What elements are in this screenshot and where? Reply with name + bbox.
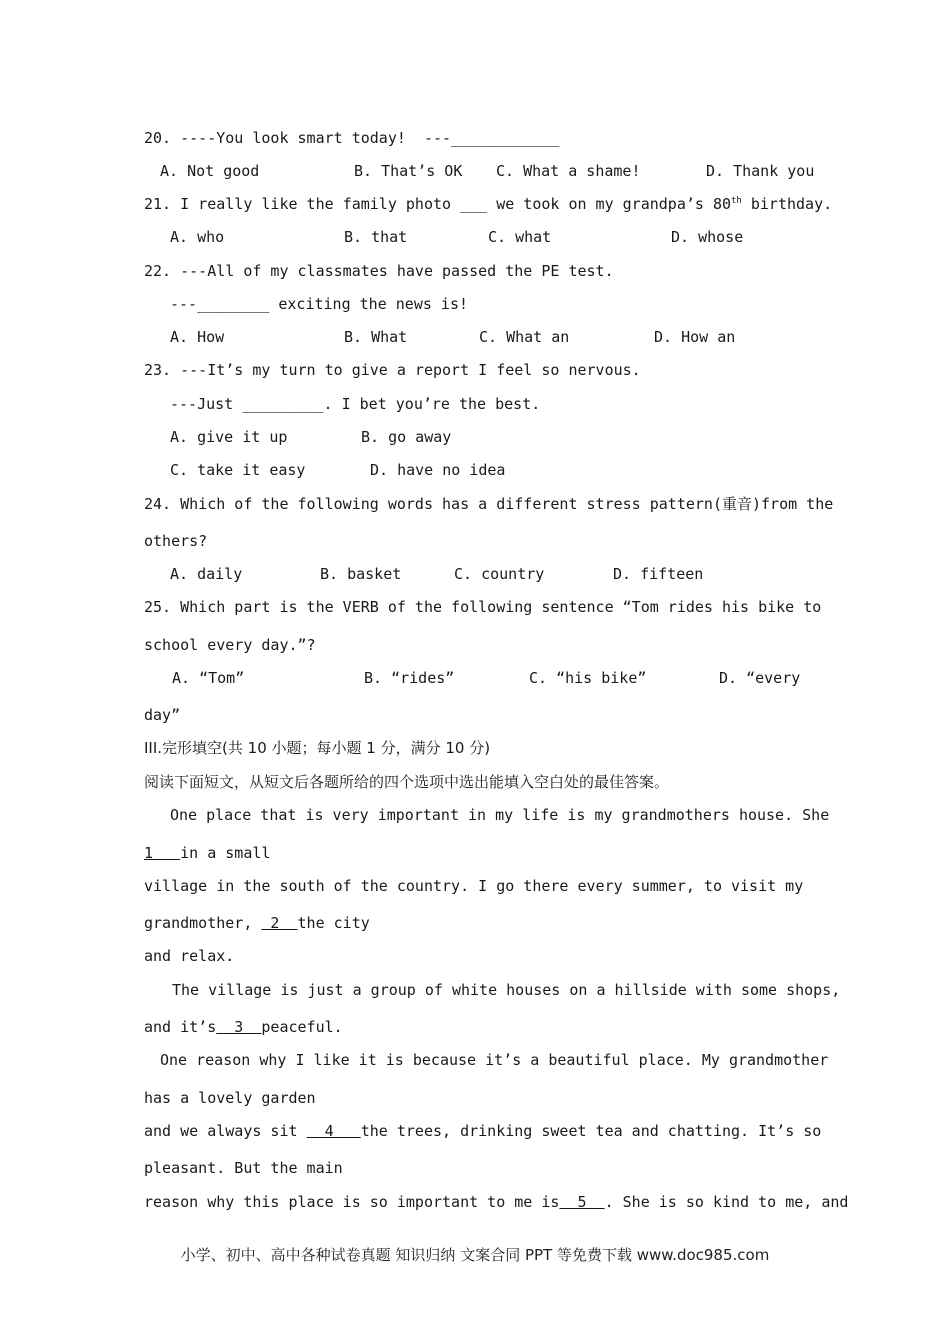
q23-stem: 23. ---It’s my turn to give a report I feel so nervous. [144, 361, 641, 379]
q23-option-a: A. give it up [170, 428, 288, 446]
passage-text: . She is so kind to me, and [604, 1193, 849, 1211]
q24-option-d: D. fifteen [613, 565, 704, 583]
q22-option-c: C. What an [479, 328, 570, 346]
blank-5: 5 [559, 1193, 605, 1211]
passage-line-12 [144, 1192, 849, 1212]
q21-option-d: D. whose [671, 228, 744, 246]
q25-option-a: A. “Tom” [172, 669, 245, 687]
passage-text: peaceful. [261, 1018, 343, 1036]
q24-option-b: B. basket [320, 565, 402, 583]
passage-line-10 [144, 1121, 822, 1141]
q21-superscript: th [731, 196, 742, 206]
passage-line-5: and relax. [144, 947, 235, 965]
q25-stem-line2: school every day.”? [144, 636, 316, 654]
q23-option-c: C. take it easy [170, 461, 306, 479]
passage-text: grandmother, [144, 914, 262, 932]
passage-line-7 [144, 1017, 806, 1037]
q20-stem: 20. ----You look smart today! ---____________ [144, 129, 560, 147]
q23-option-d: D. have no idea [370, 461, 506, 479]
q23-option-b: B. go away [361, 428, 452, 446]
q24-stem-chinese: 重音 [721, 495, 752, 513]
q23-reply: ---Just _________. I bet you’re the best. [170, 395, 541, 413]
q21-stem-end: birthday. [741, 195, 833, 213]
q24-stem-text: 24. Which of the following words has a different stress pattern( [144, 495, 722, 513]
passage-line-11: pleasant. But the main [144, 1159, 343, 1177]
q22-option-b: B. What [344, 328, 408, 346]
q20-option-c: C. What a shame! [496, 162, 641, 180]
q24-option-a: A. daily [170, 565, 243, 583]
passage-line-9: has a lovely garden [144, 1089, 316, 1107]
passage-text: the city [297, 914, 370, 932]
q22-option-a: A. How [170, 328, 225, 346]
section-instruction: 阅读下面短文，从短文后各题所给的四个选项中选出能填入空白处的最佳答案。 [144, 773, 670, 791]
blank-2: 2 [261, 914, 298, 932]
q22-stem: 22. ---All of my classmates have passed the PE test. [144, 262, 614, 280]
q25-option-b: B. “rides” [364, 669, 455, 687]
q20-option-d: D. Thank you [706, 162, 815, 180]
q21-stem [144, 194, 833, 214]
q24-option-c: C. country [454, 565, 545, 583]
passage-line-2 [144, 843, 806, 863]
blank-4: 4 [306, 1122, 361, 1140]
section-title: III.完形填空(共 10 小题；每小题 1 分，满分 10 分) [144, 739, 491, 757]
passage-text: in a small [180, 844, 271, 862]
q21-option-a: A. who [170, 228, 225, 246]
q25-stem: 25. Which part is the VERB of the following sentence “Tom rides his bike to [144, 598, 822, 616]
blank-3: 3 [216, 1018, 262, 1036]
passage-line-1: One place that is very important in my life is my grandmothers house. She [170, 806, 830, 824]
q20-option-b: B. That’s OK [354, 162, 463, 180]
q25-option-c: C. “his bike” [529, 669, 647, 687]
passage-line-3: village in the south of the country. I go there every summer, to visit my [144, 877, 804, 895]
q21-option-b: B. that [344, 228, 408, 246]
q24-stem-end: )from the [751, 495, 834, 513]
passage-line-8: One reason why I like it is because it’s a beautiful place. My grandmother [160, 1051, 829, 1069]
blank-1: 1 [144, 844, 181, 862]
q22-option-d: D. How an [654, 328, 736, 346]
passage-text: reason why this place is so important to me is [144, 1193, 560, 1211]
q21-stem-text: 21. I really like the family photo ___ we took on my grandpa’s 80 [144, 195, 731, 213]
page-footer: 小学、初中、高中各种试卷真题 知识归纳 文案合同 PPT 等免费下载 www.doc985.com [180, 1246, 770, 1264]
passage-line-4 [144, 913, 806, 933]
q20-option-a: A. Not good [160, 162, 260, 180]
q25-option-d: D. “every [719, 669, 801, 687]
q22-reply: ---________ exciting the news is! [170, 295, 469, 313]
passage-text: and it’s [144, 1018, 217, 1036]
passage-text: and we always sit [144, 1122, 307, 1140]
passage-text: the trees, drinking sweet tea and chatting. It’s so [360, 1122, 822, 1140]
q25-tail: day” [144, 706, 181, 724]
q21-option-c: C. what [488, 228, 552, 246]
q24-stem-line2: others? [144, 532, 208, 550]
passage-line-6: The village is just a group of white houses on a hillside with some shops, [172, 981, 841, 999]
q24-stem [144, 494, 834, 514]
